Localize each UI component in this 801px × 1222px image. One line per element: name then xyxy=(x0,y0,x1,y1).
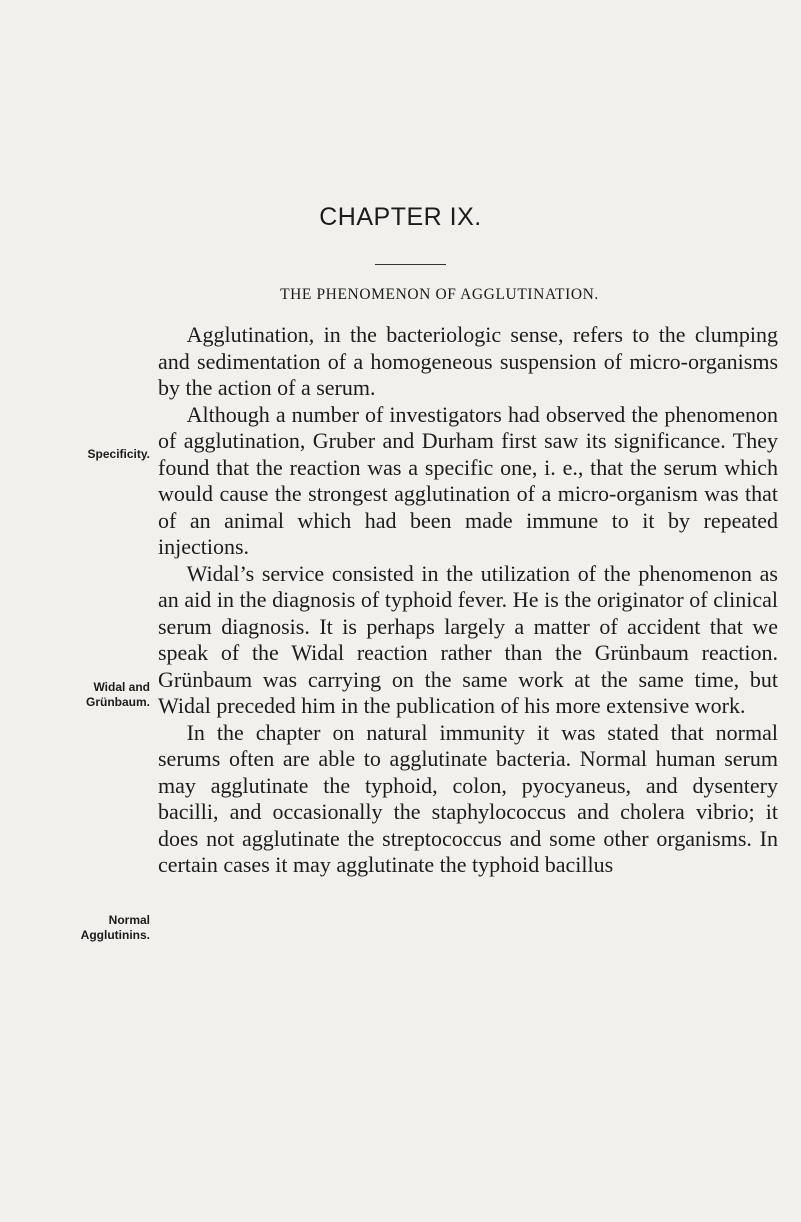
chapter-title: CHAPTER IX. xyxy=(319,203,482,231)
paragraph-widal: Widal’s service consisted in the utilization of the phenomenon as an aid in the diagnosis of typhoid fever. He is the originator of clinical serum diagnosis. It is perhaps largely a matter of accident that we speak of the Widal reaction rather than the Grünbaum reaction. Grünbaum was carrying on the same work at the same time, but Widal preceded him in the publication of his more extensive work. xyxy=(158,560,778,718)
margin-note-widal xyxy=(0,680,150,710)
section-title: THE PHENOMENON OF AGGLUTINATION. xyxy=(280,286,599,303)
margin-note-line: Grünbaum. xyxy=(85,695,150,709)
paragraph-normal-agglutinins: In the chapter on natural immunity it was stated that normal serums often are able to agglutinate bacteria. Normal human serum may agglutinate the typhoid, colon, pyocyaneus, and dysentery bacilli, and occasionally the staphylococcus and cholera vibrio; it does not agglutinate the streptococcus and some other organisms. In certain cases it may agglutinate the typhoid bacillus xyxy=(158,719,778,877)
margin-note-line: Agglutinins. xyxy=(80,928,150,942)
margin-note-line: Widal and xyxy=(93,680,150,694)
paragraph-specificity: Although a number of investigators had observed the phenomenon of agglutination, Gruber and Durham first saw its significance. They found that the reaction was a specific one, i. e., that the serum which would cause the strongest agglutination of a micro-organism was that of an animal which had been made immune to it by repeated injections. xyxy=(158,401,778,559)
body-text xyxy=(158,322,778,879)
margin-note-specificity xyxy=(0,447,150,462)
margin-note-line: Normal xyxy=(108,913,150,927)
margin-note-normal-agglutinins xyxy=(0,913,150,943)
margin-note-text: Specificity. xyxy=(87,447,150,461)
title-rule xyxy=(375,264,446,265)
paragraph-agglutination: Agglutination, in the bacteriologic sense, refers to the clumping and sedimentation of a homogeneous suspension of micro-organisms by the action of a serum. xyxy=(158,322,778,400)
